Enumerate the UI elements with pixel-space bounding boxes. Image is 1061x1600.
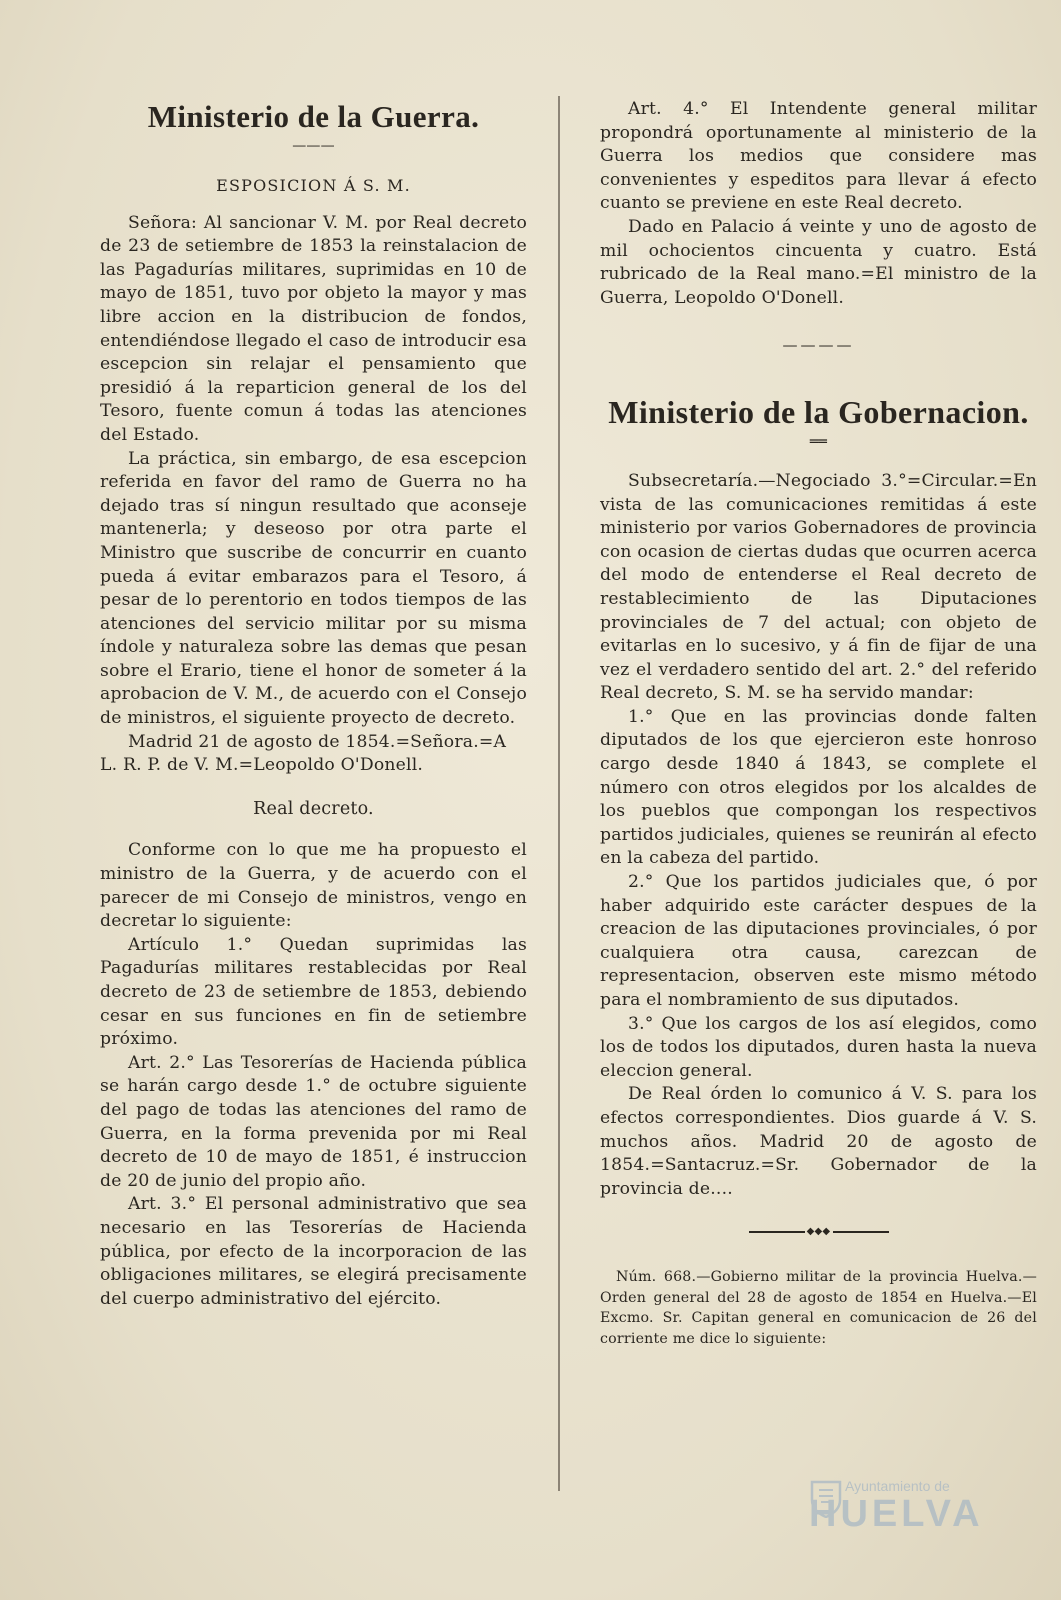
section-separator: ———— (782, 336, 855, 355)
title-rule: ——— (292, 138, 335, 154)
circular-item-2: 2.° Que los partidos judiciales que, ó por haber adquirido este carácter despues de la creacion de las diputaciones provinciales, ó por cualquiera otra causa, carezcan de representacion, observen este mismo método para el nombramiento de sus diputados. (600, 872, 1037, 1010)
watermark-line-1: Ayuntamiento de (845, 1478, 950, 1494)
articulo-4: Art. 4.° El Intendente general militar propondrá oportunamente al ministerio de la Guerra los medios que considere mas convenientes y espeditos para llevar á efecto cuanto se previene en este Real decreto. (600, 99, 1037, 214)
articulo-1: Artículo 1.° Quedan suprimidas las Pagadurías militares restablecidas por Real decreto de 23 de setiembre de 1853, debiendo cesar en sus funciones en fin de setiembre próximo. (100, 934, 527, 1050)
esposicion-paragraph-1: Señora: Al sancionar V. M. por Real decreto de 23 de setiembre de 1853 la reinstalacion de las Pagadurías militares, suprimidas en 10 de mayo de 1851, tuvo por objeto la mayor y mas libre accion en la distribucion de fondos, entendiéndose llegado el caso de introducir esa escepcion sin relajar el pensamiento que presidió á la reparticion general de los del Tesoro, fuente comun á todas las atenciones del Estado. (100, 212, 527, 445)
circular-item-3: 3.° Que los cargos de los así elegidos, como los de todos los diputados, duren hasta la nueva eleccion general. (600, 1013, 1037, 1081)
esposicion-signature: Madrid 21 de agosto de 1854.=Señora.=A L. R. P. de V. M.=Leopoldo O'Donell. (100, 731, 507, 776)
dado-en-palacio: Dado en Palacio á veinte y uno de agosto de mil ochocientos cincuenta y cuatro. Está rubricado de la Real mano.=El ministro de la Guerra, Leopoldo O'Donell. (600, 216, 1037, 308)
decreto-intro: Conforme con lo que me ha propuesto el ministro de la Guerra, y de acuerdo con el parecer de mi Consejo de ministros, vengo en decretar lo siguiente: (100, 840, 527, 932)
watermark-line-2: HUELVA (809, 1493, 984, 1535)
articulo-3: Art. 3.° El personal administrativo que sea necesario en las Tesorerías de Hacienda pública, por efecto de la incorporacion de las obligaciones militares, se elegirá precisamente del cuerpo administrativo del ejército. (100, 1194, 527, 1309)
circular-item-1: 1.° Que en las provincias donde falten diputados de los que ejercieron este honroso cargo desde 1840 á 1843, se complete el número con otros elegidos por los alcaldes de los pueblos que compongan los respectivos partidos judiciales, quienes se reunirán al efecto en la cabeza del partido. (600, 706, 1037, 869)
articulo-2: Art. 2.° Las Tesorerías de Hacienda pública se harán cargo desde 1.° de octubre siguiente del pago de todas las atenciones del ramo de Guerra, en la forma prevenida por mi Real decreto de 10 de mayo de 1851, é instruccion de 20 de junio del propio año. (100, 1052, 527, 1191)
ministerio-gobernacion-title: Ministerio de la Gobernacion. (608, 393, 1029, 430)
real-decreto-heading: Real decreto. (253, 798, 374, 819)
real-orden-paragraph: De Real órden lo comunico á V. S. para los efectos correspondientes. Dios guarde á V. S. muchos años. Madrid 20 de agosto de 1854.=Santacruz.=Sr. Gobernador de la provincia de.... (600, 1084, 1037, 1199)
gobernacion-title-rule: ══ (809, 433, 828, 450)
right-column (600, 0, 1037, 1349)
archive-watermark (809, 1478, 989, 1538)
esposicion-heading: ESPOSICION Á S. M. (216, 176, 411, 195)
left-column (100, 0, 527, 1311)
ministerio-guerra-title: Ministerio de la Guerra. (147, 99, 480, 134)
ornament-rule (749, 1227, 889, 1237)
ornament-icon: ◆◆◆ (806, 1226, 831, 1238)
city-seal-icon (809, 1478, 843, 1518)
column-divider (558, 96, 560, 1491)
esposicion-paragraph-2: La práctica, sin embargo, de esa escepcion referida en favor del ramo de Guerra no ha dejado tras sí ningun resultado que aconseje mantenerla; y deseoso por otra parte el Ministro que suscribe de concurrir en cuanto pueda á evitar embarazos para el Tesoro, á pesar de lo perentorio en todos tiempos de las atenciones del servicio militar por su misma índole y naturaleza sobre las demas que pesan sobre el Erario, tiene el honor de someter á la aprobacion de V. M., de acuerdo con el Consejo de ministros, el siguiente proyecto de decreto. (100, 448, 527, 729)
numero-668-note: Núm. 668.—Gobierno militar de la provincia Huelva.—Orden general del 28 de agosto de 1854 en Huelva.—El Excmo. Sr. Capitan general en comunicacion de 26 del corriente me dice lo siguiente: (600, 1269, 1037, 1347)
circular-paragraph: Subsecretaría.—Negociado 3.°=Circular.=En vista de las comunicaciones remitidas á este ministerio por varios Gobernadores de provincia con ocasion de ciertas dudas que ocurren acerca del modo de entenderse el Real decreto de restablecimiento de las Diputaciones provinciales de 7 del actual; con objeto de evitarlas en lo sucesivo, y á fin de fijar de una vez el verdadero sentido del art. 2.° del referido Real decreto, S. M. se ha servido mandar: (600, 470, 1037, 704)
